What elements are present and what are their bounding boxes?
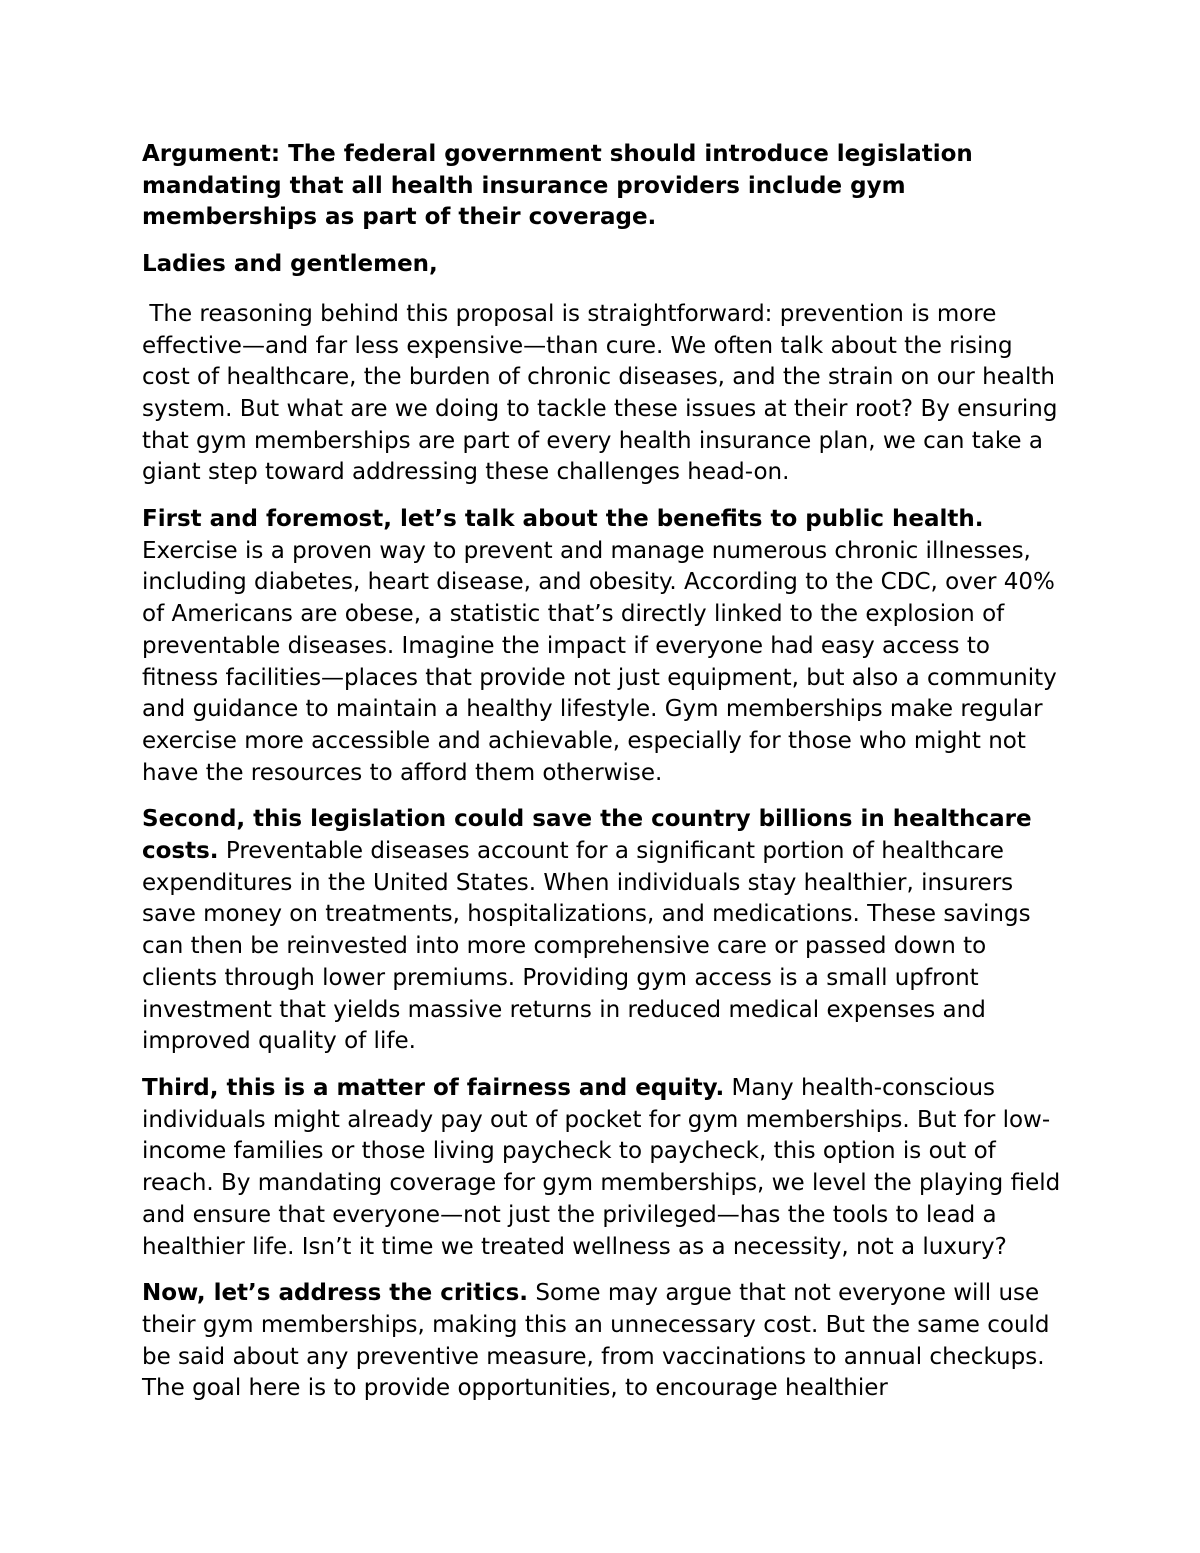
document-title: Argument: The federal government should introduce legislation mandating that all health insurance providers include gym memberships as part of their coverage.: [142, 141, 973, 231]
paragraph-body: Preventable diseases account for a significant portion of healthcare expenditures in the United States. When individuals stay healthier, insurers save money on treatments, hospitalizations, and medications. These savings can then be reinvested into more comprehensive care or passed down to clients through lower premiums. Providing gym access is a small upfront investment that yields massive returns in reduced medical expenses and improved quality of life.: [142, 838, 1031, 1055]
intro-paragraph: The reasoning behind this proposal is straightforward: prevention is more effective—and far less expensive—than cure. We often talk about the rising cost of healthcare, the burden of chronic diseases, and the strain on our health system. But what are we doing to tackle these issues at their root? By ensuring that gym memberships are part of every health insurance plan, we can take a giant step toward addressing these challenges head-on.: [142, 300, 1065, 486]
paragraph-healthcare-costs: [142, 804, 1062, 1058]
paragraph-lead: First and foremost, let’s talk about the benefits to public health.: [142, 506, 984, 533]
paragraph-critics: [142, 1278, 1062, 1405]
paragraph-body: Many health-conscious individuals might already pay out of pocket for gym memberships. But for low-income families or those living paycheck to paycheck, this option is out of reach. By mandating coverage for gym memberships, we level the playing field and ensure that everyone—not just the privileged—has the tools to lead a healthier life. Isn’t it time we treated wellness as a necessity, not a luxury?: [142, 1074, 1061, 1260]
paragraph-lead: Third, this is a matter of fairness and equity.: [142, 1074, 725, 1101]
paragraph-lead: Now, let’s address the critics.: [142, 1280, 529, 1307]
greeting: Ladies and gentlemen,: [142, 251, 438, 278]
document-page: [142, 139, 1065, 1420]
paragraph-public-health: [142, 504, 1062, 789]
paragraph-body: Some may argue that not everyone will use their gym memberships, making this an unnecessary cost. But the same could be said about any preventive measure, from vaccinations to annual checkups. The goal here is to provide opportunities, to encourage healthier: [142, 1280, 1050, 1402]
paragraph-lead: Second, this legislation could save the country billions in healthcare costs.: [142, 806, 1032, 865]
paragraph-body: Exercise is a proven way to prevent and manage numerous chronic illnesses, including diabetes, heart disease, and obesity. According to the CDC, over 40% of Americans are obese, a statistic that’s directly linked to the explosion of preventable diseases. Imagine the impact if everyone had easy access to fitness facilities—places that provide not just equipment, but also a community and guidance to maintain a healthy lifestyle. Gym memberships make regular exercise more accessible and achievable, especially for those who might not have the resources to afford them otherwise.: [142, 537, 1057, 786]
paragraph-fairness: [142, 1073, 1062, 1263]
